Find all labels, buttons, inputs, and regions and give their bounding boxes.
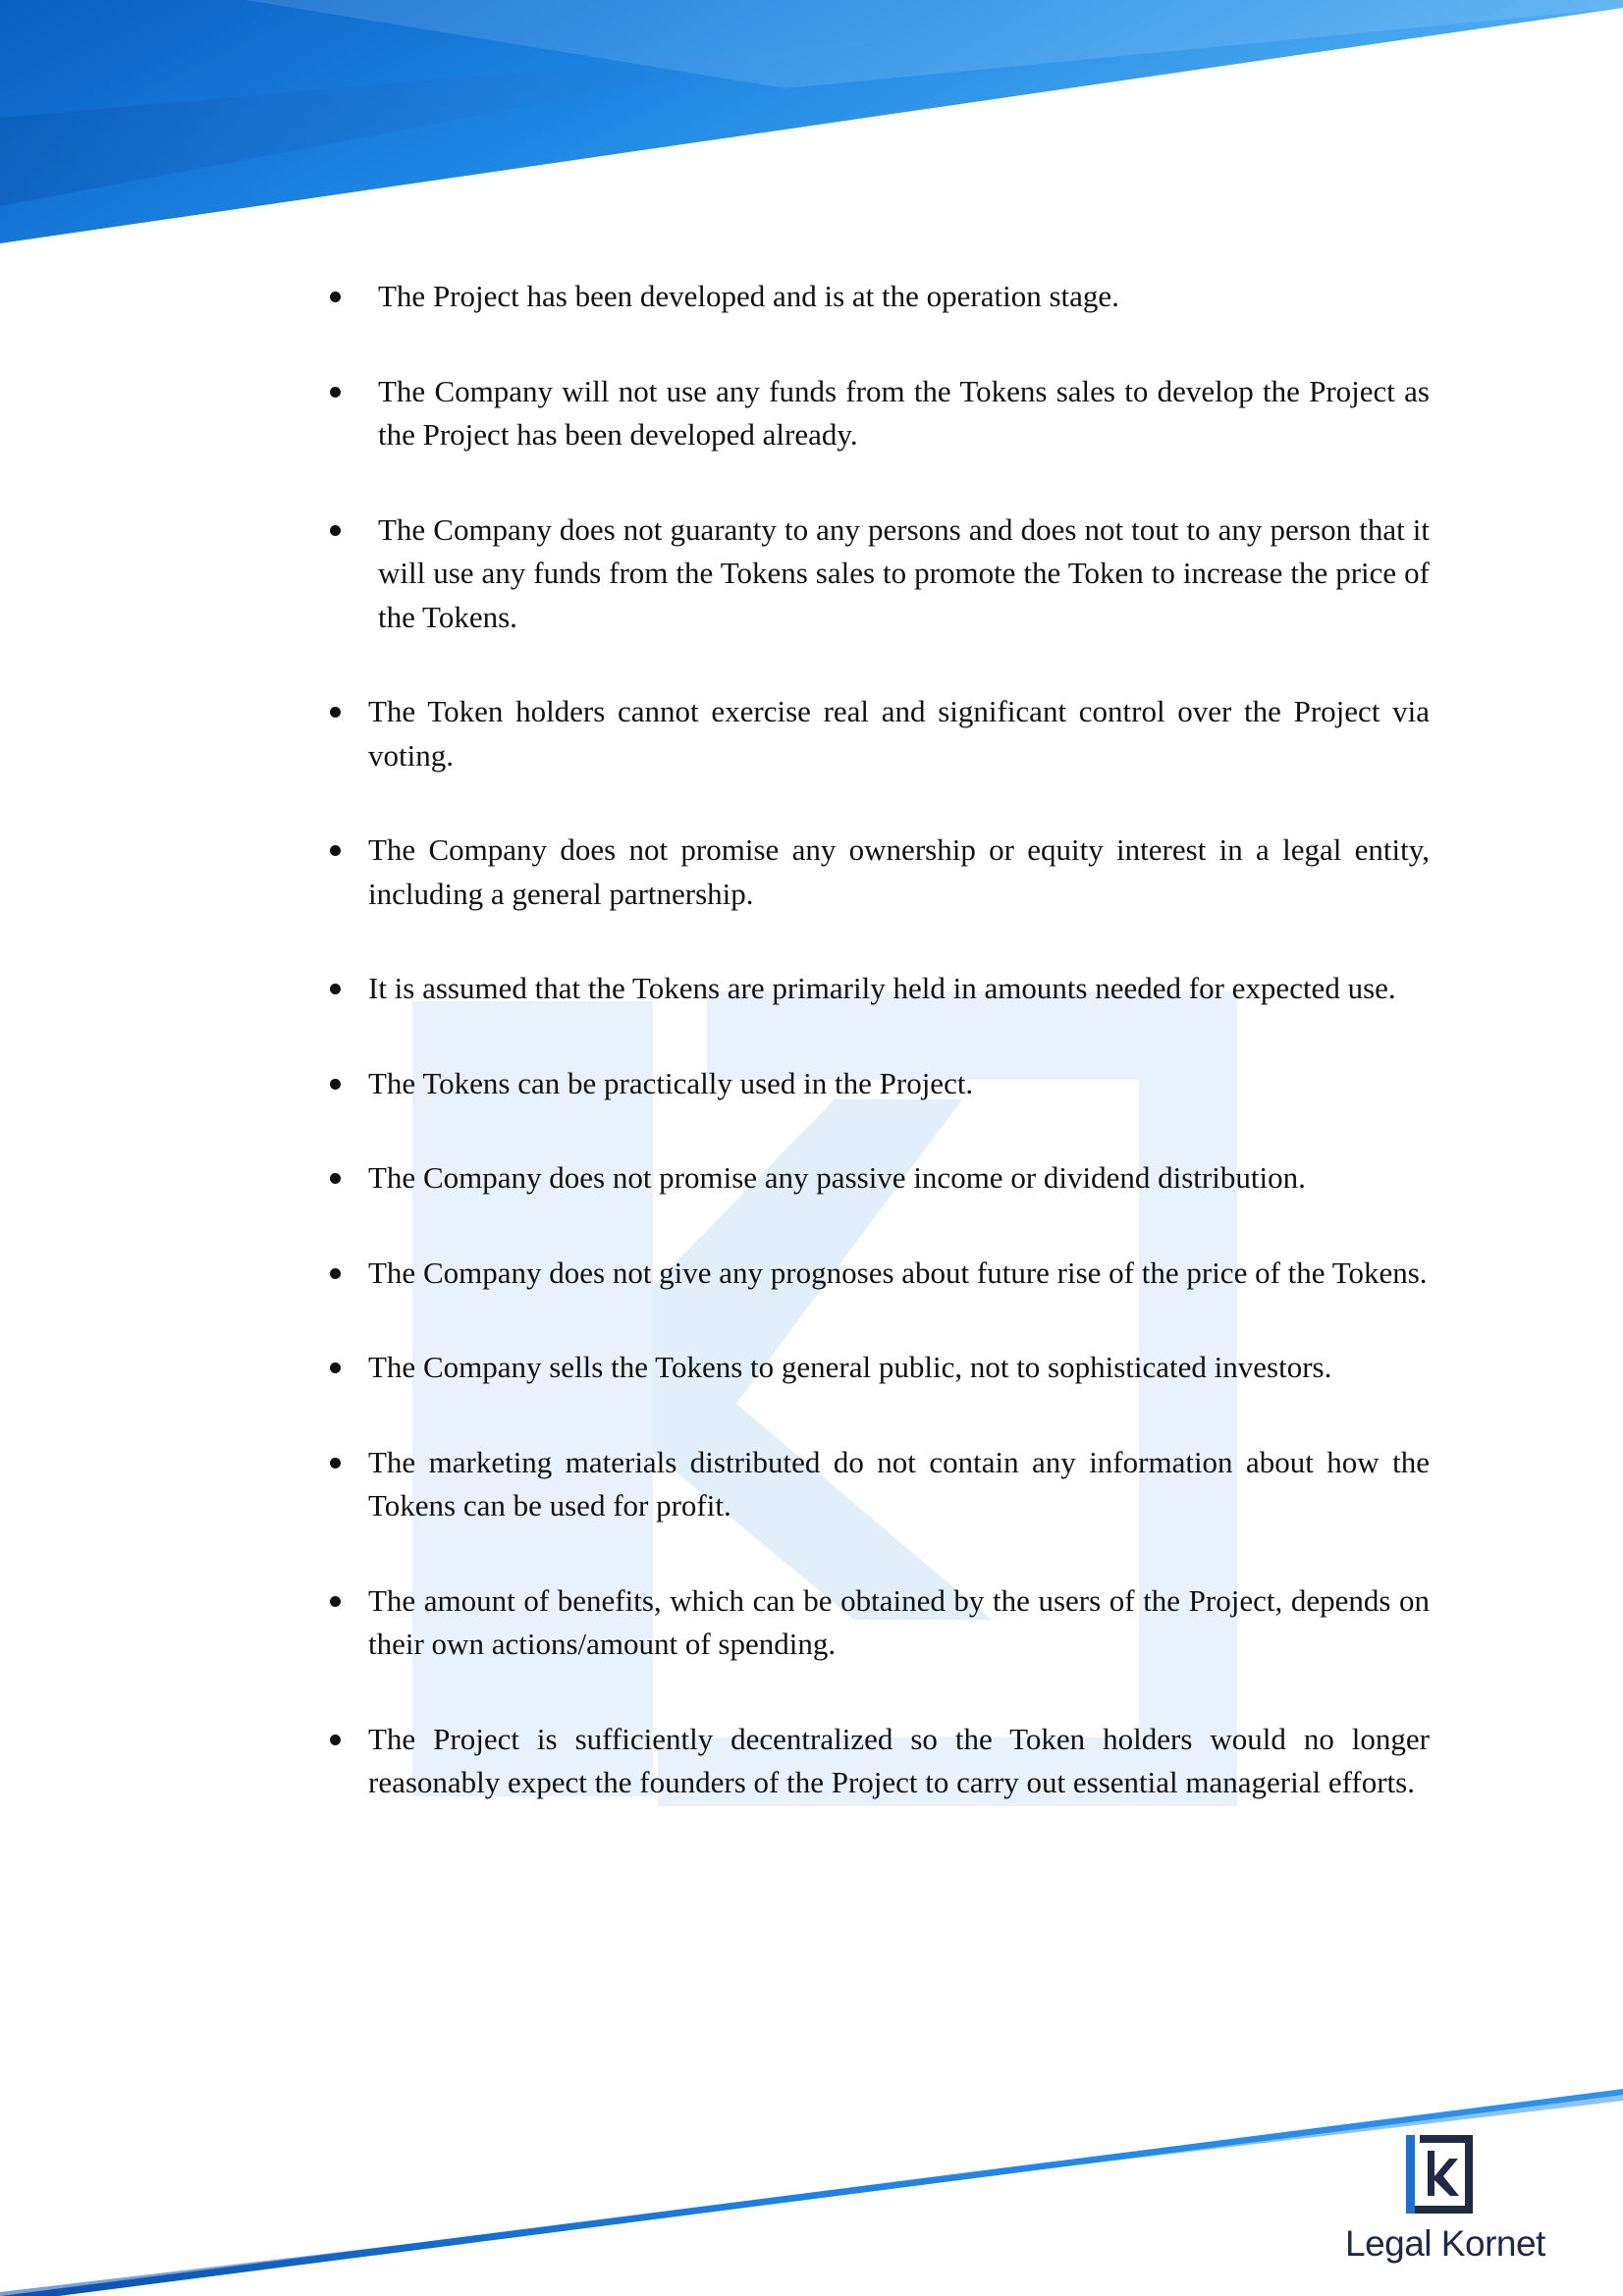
list-item-text: The Project has been developed and is at the operation stage. [378,279,1119,313]
list-item-text: The Company will not use any funds from the Tokens sales to develop the Project as the Project has been developed already. [378,373,1430,452]
list-item [324,1718,1430,1805]
list-item-text: The Company does not promise any passive income or dividend distribution. [368,1160,1306,1195]
list-item-text: The amount of benefits, which can be obtained by the users of the Project, depends on their own actions/amount of spending. [368,1582,1430,1661]
list-item [324,275,1430,319]
list-item-text: It is assumed that the Tokens are primarily held in amounts needed for expected use. [368,971,1396,1005]
list-item [324,508,1430,640]
bullet-icon [330,1268,341,1279]
list-item-text: The Company sells the Tokens to general public, not to sophisticated investors. [368,1350,1332,1384]
list-item [324,1252,1430,1296]
list-item [324,690,1430,777]
list-item [324,1579,1430,1667]
list-item [324,1156,1430,1201]
bullet-icon [330,845,341,856]
list-item [324,1441,1430,1528]
list-item-text: The Tokens can be practically used in the Project. [368,1065,974,1100]
bullet-icon [330,1458,341,1468]
company-logo [1345,2135,1545,2272]
list-item [324,967,1430,1011]
header-decorative-band [0,0,1623,255]
bullet-icon [330,525,341,536]
list-item-text: The Company does not give any prognoses about future rise of the price of the Tokens. [368,1255,1428,1290]
bullet-icon [330,387,341,398]
list-item-text: The Project is sufficiently decentralized so the Token holders would no longer reasonably expect the founders of the Project to carry out essential managerial efforts. [368,1721,1430,1799]
bullet-icon [330,292,341,302]
bullet-icon [330,1735,341,1745]
logo-text: Legal Kornet [1345,2223,1545,2264]
list-item [324,370,1430,457]
bullet-icon [330,1362,341,1373]
list-item-text: The marketing materials distributed do not contain any information about how the Tokens can be used for profit. [368,1444,1430,1522]
list-item [324,828,1430,916]
list-item [324,1346,1430,1390]
logo-k-icon [1406,2135,1473,2214]
list-item-text: The Company does not promise any ownership or equity interest in a legal entity, including a general partnership. [368,832,1430,911]
list-item-text: The Token holders cannot exercise real and significant control over the Project via voting. [368,694,1430,773]
bullet-icon [330,1596,341,1607]
bullet-icon [330,1173,341,1184]
bullet-icon [330,984,341,994]
bullet-icon [330,1079,341,1090]
list-item-text: The Company does not guaranty to any persons and does not tout to any person that it will use any funds from the Tokens sales to promote the Token to increase the price of the Tokens. [378,511,1430,634]
bullet-list [324,275,1430,1856]
bullet-icon [330,707,341,718]
list-item [324,1062,1430,1106]
